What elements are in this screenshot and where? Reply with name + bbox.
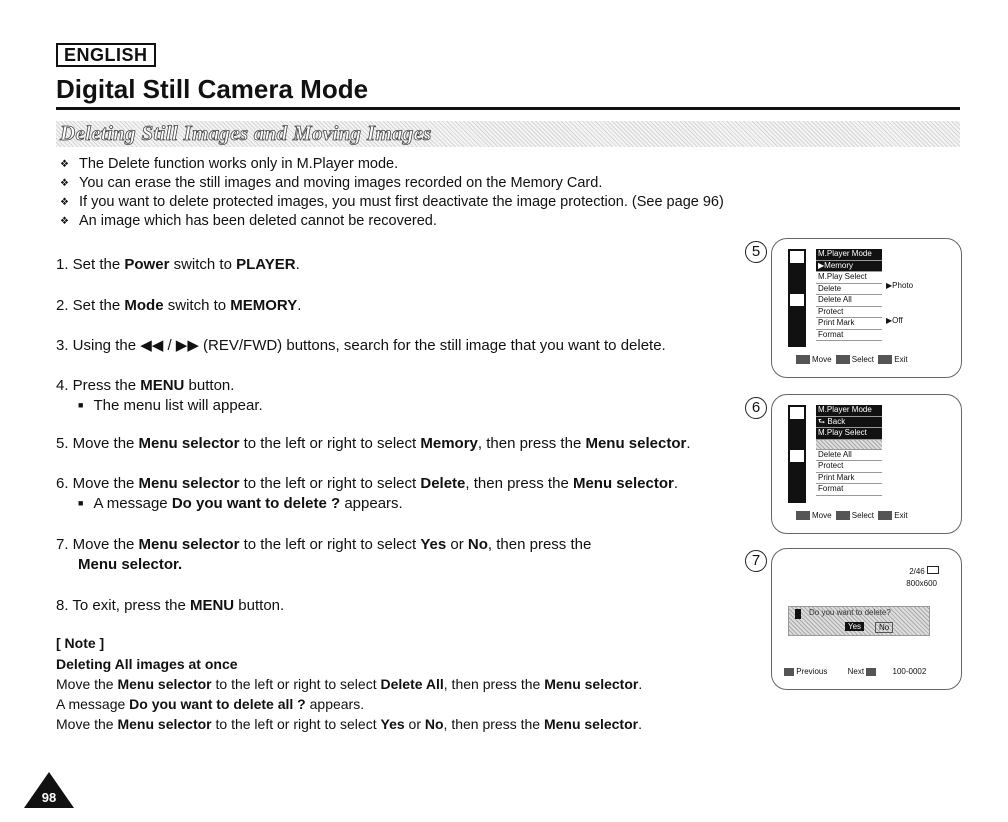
screen-footer: Move Select Exit [794,355,908,364]
note-subheading: Deleting All images at once [56,656,238,672]
lcd-screen-7 [771,548,962,690]
step-7-line2: Menu selector. [78,556,183,573]
title-rule [56,107,960,110]
resolution-label: 800x600 [906,579,937,588]
menu-item: M.Play Select [816,428,882,440]
forward-icon [866,668,876,676]
bullet-item: ❖ The Delete function works only in M.Player mode. [56,155,816,174]
note-line-3: Move the Menu selector to the left or right to select Yes or No, then press the Menu selector. [56,716,642,732]
language-label: ENGLISH [56,43,156,67]
lcd-screen-6 [771,394,962,534]
step-7: 7. Move the Menu selector to the left or right to select Yes or No, then press the [56,536,592,553]
trash-icon [795,609,801,619]
menu-sidebar [788,249,806,347]
step-5: 5. Move the Menu selector to the left or right to select Memory, then press the Menu selector. [56,435,691,452]
memory-icon [789,449,805,463]
menu-item: Print Mark [816,318,882,330]
step-1: 1. Set the Power switch to PLAYER. [56,256,300,273]
menu-item: Protect [816,307,882,319]
step-4: 4. Press the MENU button. [56,377,235,394]
select-icon [836,511,850,520]
option-value: ▶Photo [886,281,914,290]
menu-item: ⮑ Back [816,417,882,429]
rewind-icon [784,668,794,676]
screen-number-7: 7 [745,550,767,572]
section-title: Deleting Still Images and Moving Images [60,121,432,145]
page-title: Digital Still Camera Mode [56,74,369,104]
memory-card-icon [927,566,939,574]
note-line-2: A message Do you want to delete all ? appears. [56,696,365,712]
bullet-item: ❖ An image which has been deleted cannot be recovered. [56,212,816,231]
menu-item: Protect [816,461,882,473]
move-icon [796,511,810,520]
step-8: 8. To exit, press the MENU button. [56,597,285,614]
screen-footer: Previous Next 100-0002 [784,667,926,676]
menu-item: Delete [816,284,882,296]
yes-button: Yes [845,622,864,631]
delete-dialog [788,606,930,636]
menu-item: ▶Memory [816,261,882,273]
menu-item: M.Player Mode [816,249,882,261]
dialog-message: Do you want to delete? [809,608,891,617]
note-heading: [ Note ] [56,635,105,651]
bullet-item: ❖ If you want to delete protected images, you must first deactivate the image protection. (See page 96) [56,193,816,212]
no-button: No [875,622,893,633]
camera-icon [789,250,805,264]
image-counter: 2/46 [909,566,939,576]
section-banner [56,121,960,147]
bullet-list [56,155,816,231]
memory-icon [789,293,805,307]
menu-item: Format [816,330,882,342]
screen-number-6: 6 [745,397,767,419]
screen-footer: Move Select Exit [794,511,908,520]
step-6-note: ■ A message Do you want to delete ? appears. [78,494,403,515]
move-icon [796,355,810,364]
menu-item: Delete All [816,450,882,462]
camera-icon [789,406,805,420]
menu-item: Print Mark [816,473,882,485]
menu-list [816,405,882,496]
note-line-1: Move the Menu selector to the left or right to select Delete All, then press the Menu selector. [56,676,643,692]
menu-item-selected [816,440,882,450]
menu-item: M.Play Select [816,272,882,284]
page-number: 98 [41,790,57,805]
step-3: 3. Using the ◀◀ / ▶▶ (REV/FWD) buttons, search for the still image that you want to delete. [56,337,666,354]
select-icon [836,355,850,364]
step-2: 2. Set the Mode switch to MEMORY. [56,297,302,314]
step-6: 6. Move the Menu selector to the left or right to select Delete, then press the Menu selector. [56,475,679,492]
option-value: ▶Off [886,316,903,325]
screen-number-5: 5 [745,241,767,263]
bullet-item: ❖ You can erase the still images and moving images recorded on the Memory Card. [56,174,816,193]
menu-item: Format [816,484,882,496]
step-4-note: ■ The menu list will appear. [78,396,263,417]
menu-sidebar [788,405,806,503]
menu-item: Delete All [816,295,882,307]
menu-list [816,249,882,341]
lcd-screen-5 [771,238,962,378]
menu-icon [878,355,892,364]
menu-item: M.Player Mode [816,405,882,417]
menu-icon [878,511,892,520]
